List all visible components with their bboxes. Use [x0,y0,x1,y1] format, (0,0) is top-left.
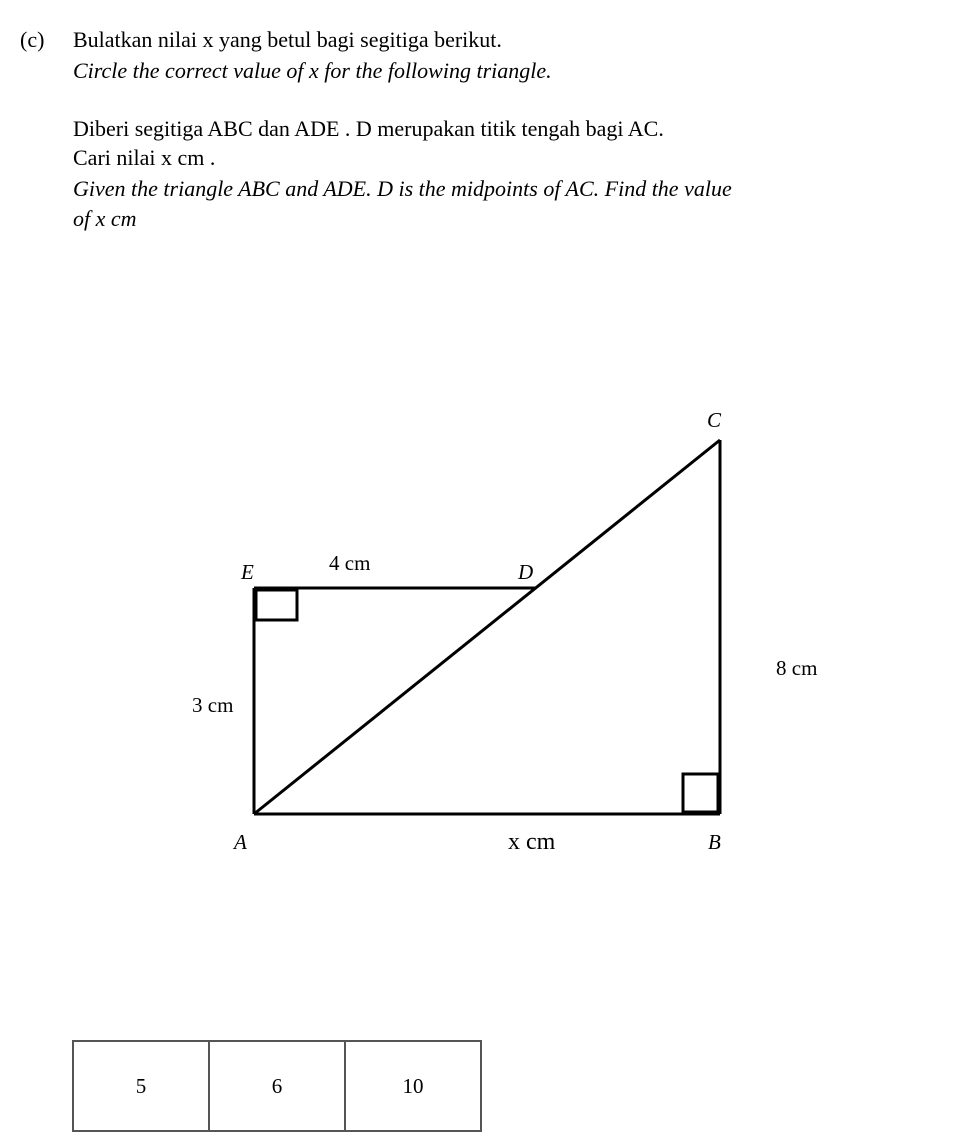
given-english-line2: of x cm [73,206,137,231]
vertex-d-label: D [518,560,534,584]
length-ed-label: 4 cm [329,551,371,575]
instruction-english: Circle the correct value of x for the following triangle. [73,58,552,83]
right-angle-marker-e [256,590,297,620]
length-bc-label: 8 cm [776,656,818,680]
vertex-b-label: B [708,830,721,854]
length-ab-label: x cm [508,829,556,855]
given-malay-line1: Diberi segitiga ABC dan ADE . D merupakan titik tengah bagi AC. [73,116,664,141]
answer-option[interactable]: 5 [73,1041,209,1131]
vertex-e-label: E [241,560,254,584]
answer-option[interactable]: 6 [209,1041,345,1131]
instruction-malay: Bulatkan nilai x yang betul bagi segitiga berikut. [73,27,502,52]
length-ae-label: 3 cm [192,693,234,717]
given-english-line1: Given the triangle ABC and ADE. D is the midpoints of AC. Find the value [73,176,732,201]
answer-option[interactable]: 10 [345,1041,481,1131]
given-malay-line2: Cari nilai x cm . [73,145,216,170]
right-angle-marker-b [683,774,718,812]
vertex-a-label: A [234,830,247,854]
question-number: (c) [20,27,45,52]
answer-options-table [72,1040,482,1132]
vertex-c-label: C [707,408,722,432]
side-ac [254,440,720,814]
